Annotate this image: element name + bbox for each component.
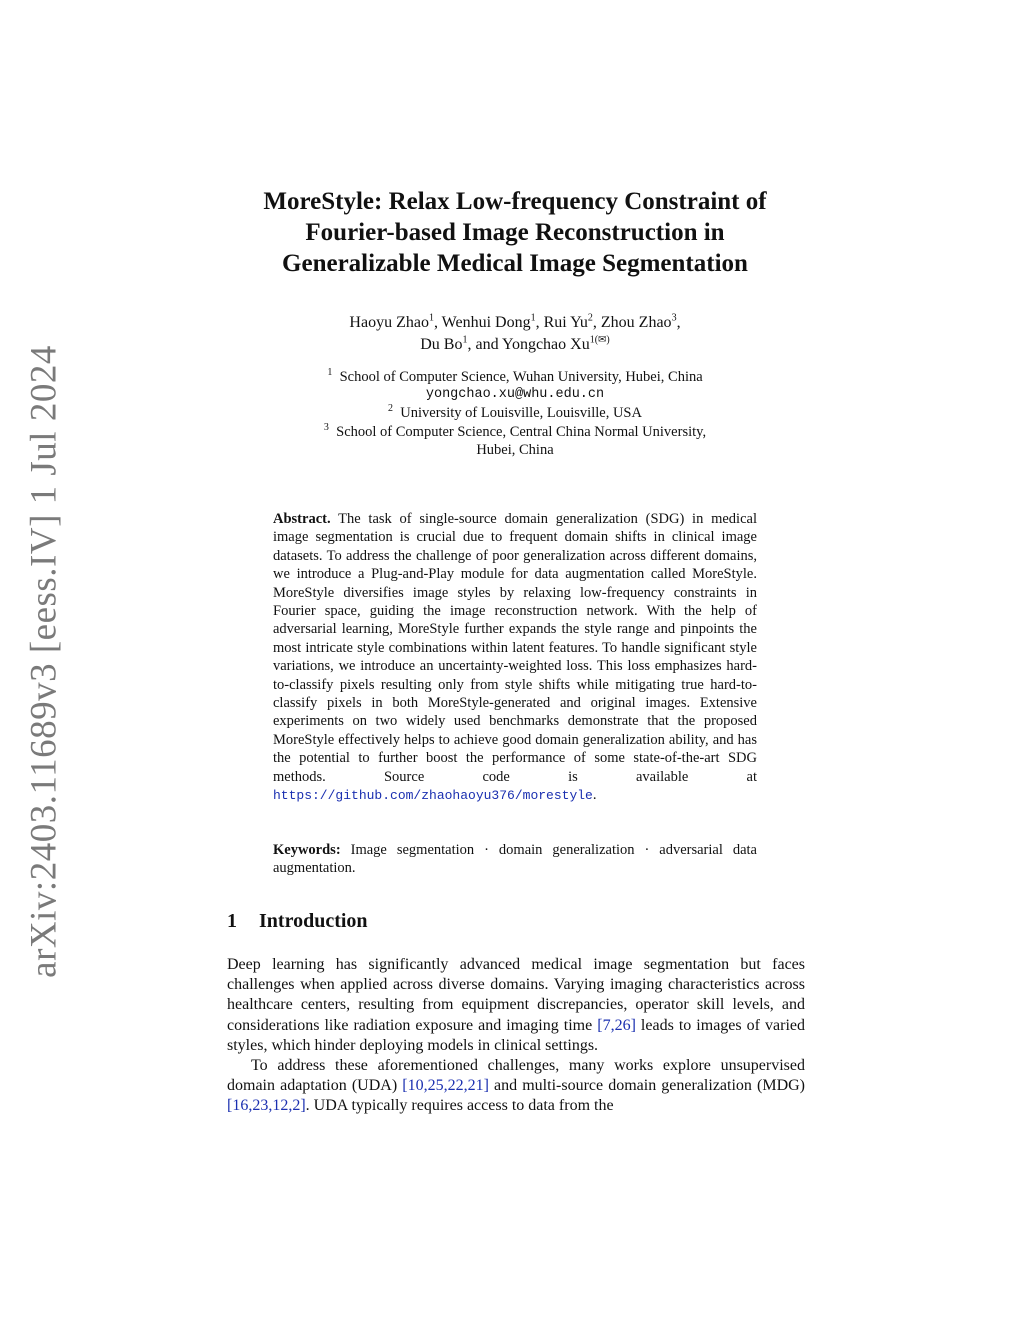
citation-link[interactable]: [10,25,22,21] — [402, 1077, 489, 1095]
affiliations — [200, 368, 830, 459]
author-affiliation-mark: 1 — [462, 334, 468, 346]
affiliation-3: $^3$ School of Computer Science, Central China Normal University, — [323, 421, 707, 440]
author-affiliation-mark: 3 — [671, 312, 677, 324]
affiliation-1: $^1$ School of Computer Science, Wuhan University, Hubei, China — [327, 367, 703, 385]
keywords-label: Keywords: — [273, 842, 341, 858]
keywords-text: Image segmentation · domain generalization · adversarial data augmentation. — [273, 842, 757, 877]
author-name: Yongchao Xu — [501, 336, 590, 353]
section-number: 1 — [227, 910, 237, 932]
citation-link[interactable]: [7,26] — [597, 1016, 636, 1034]
section-title: Introduction — [259, 910, 368, 932]
author-affiliation-mark: 2 — [587, 312, 593, 324]
author-name: Wenhui Dong — [441, 314, 531, 331]
citation-link[interactable]: [16,23,12,2] — [227, 1097, 306, 1115]
paragraph: To address these aforementioned challenges, many works explore unsupervised domain adaptation (UDA) [10,25,22,21] and multi-source domain generalization (MDG) [16,23,12,2]. UDA typically requires access to data from the — [227, 1057, 805, 1115]
keywords — [273, 841, 757, 878]
author-name: Zhou Zhao — [600, 314, 672, 331]
author-affiliation-mark: 1(✉) — [589, 334, 610, 346]
title-line-1: MoreStyle: Relax Low-frequency Constraint of — [263, 188, 767, 215]
author-name: Du Bo — [420, 336, 463, 353]
introduction-body — [227, 955, 805, 1117]
contact-email[interactable]: yongchao.xu@whu.edu.cn — [425, 387, 605, 403]
author-affiliation-mark: 1 — [428, 312, 434, 324]
author-list — [200, 312, 830, 356]
section-heading-introduction — [227, 910, 368, 933]
abstract-label: Abstract. — [273, 511, 331, 527]
author-line-1: Haoyu Zhao$^1$, Wenhui Dong$^1$, Rui Yu$^2$, Zhou Zhao$^3$, — [349, 312, 681, 331]
arxiv-identifier-stamp: arXiv:2403.11689v3 [eess.IV] 1 Jul 2024 — [23, 345, 65, 978]
title-line-3: Generalizable Medical Image Segmentation — [282, 250, 748, 277]
title-line-2: Fourier-based Image Reconstruction in — [305, 219, 725, 246]
affiliation-2: $^2$ University of Louisville, Louisville, USA — [388, 403, 642, 422]
abstract: Abstract. The task of single-source domain generalization (SDG) in medical image segmentation is crucial due to frequent domain shifts in clinical image datasets. To address the challenge of poor generalization across different domains, we introduce a Plug-and-Play module for data augmentation called MoreStyle. MoreStyle diversifies image styles by relaxing low-frequency constraints in Fourier space, guiding the image reconstruction network. With the help of adversarial learning, MoreStyle further expands the style range and pinpoints the most intricate style combinations within latent features. To handle significant style variations, we introduce an uncertainty-weighted loss. This loss emphasizes hard-to-classify pixels resulting only from style shifts while mitigating true hard-to-classify pixels in both MoreStyle-generated and original images. Extensive experiments on two widely used benchmarks demonstrate that the proposed MoreStyle effectively helps to achieve good domain generalization ability, and has the potential to further boost the performance of some state-of-the-art SDG methods. Source code is available at https://github.com/zhaohaoyu376/morestyle. — [273, 511, 757, 804]
affiliation-3-continued: Hubei, China — [476, 441, 554, 458]
source-code-link[interactable]: https://github.com/zhaohaoyu376/morestyle — [273, 788, 593, 804]
abstract-text: The task of single-source domain generalization (SDG) in medical image segmentation is crucial due to frequent domain shifts in clinical image datasets. To address the challenge of poor generalization across different domains, we introduce a Plug-and-Play module for data augmentation called MoreStyle. MoreStyle diversifies image styles by relaxing low-frequency constraints in Fourier space, guiding the image reconstruction network. With the help of adversarial learning, MoreStyle further expands the style range and pinpoints the most intricate style combinations within latent features. To handle significant style variations, we introduce an uncertainty-weighted loss. This loss emphasizes hard-to-classify pixels resulting only from style shifts while mitigating true hard-to-classify pixels in both MoreStyle-generated and original images. Extensive experiments on two widely used benchmarks demonstrate that the proposed MoreStyle effectively helps to achieve good domain generalization ability, and has the potential to further boost the performance of some state-of-the-art SDG methods. Source code is available at — [273, 511, 757, 785]
author-name: Rui Yu — [543, 314, 588, 331]
author-line-2: Du Bo$^1$, and Yongchao $Xu^{1(✉)}$ — [420, 334, 610, 353]
author-affiliation-mark: 1 — [530, 312, 536, 324]
author-name: Haoyu Zhao — [349, 314, 429, 331]
paragraph: Deep learning has significantly advanced medical image segmentation but faces challenges when applied across diverse domains. Varying imaging characteristics across healthcare centers, resulting from equipment discrepancies, operator skill levels, and considerations like radiation exposure and imaging time [7,26] leads to images of varied styles, which hinder deploying models in clinical settings. — [227, 956, 805, 1054]
paper-title — [200, 186, 830, 279]
